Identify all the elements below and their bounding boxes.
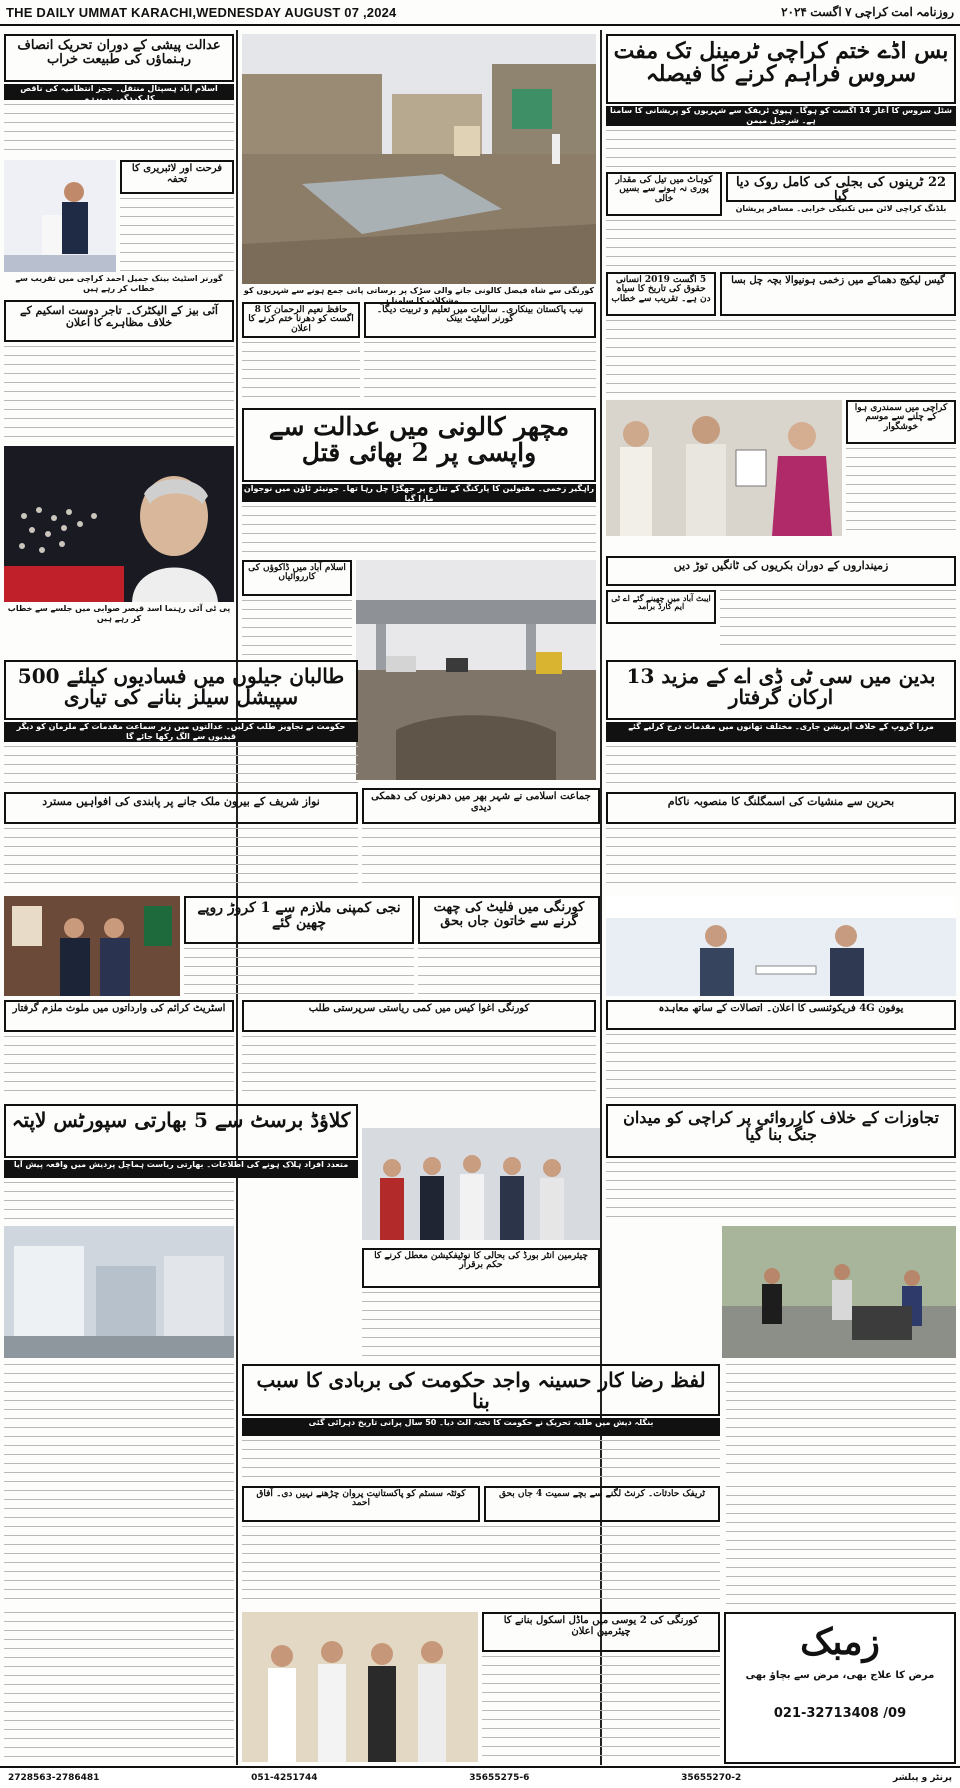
headline-trains: 22 ٹرینوں کی بجلی کی کامل روک دیا گیا [735,175,947,204]
headline-mobile: یوفون 4G فریکوئنسی کا اعلان۔ اتصالات کے ساتھ معاہدہ [658,1003,904,1014]
photo-school-visit [242,1612,478,1762]
article-text [4,828,358,890]
subhead-cloud: متعدد افراد ہلاک ہونے کی اطلاعات۔ بھارتی ریاست ہماچل پردیش میں واقعہ پیش آیا [13,1160,349,1169]
headline-atm: ایبٹ آباد میں چھینے گئے اے ٹی ایم کارڈ برآمد [611,593,711,612]
photo-flooded-road [242,34,596,284]
headline-box-jails [4,660,358,720]
article-text [4,104,234,158]
photo-flyover [356,560,596,780]
headline-company: نجی کمپنی ملازم سے 1 کروڑ روپے چھین گئے [197,900,401,931]
headline-korangi-case: کورنگی اغوا کیس میں کمی ریاستی سرپرستی طلب [308,1003,530,1014]
headline-cloud: کلاؤڈ برسٹ سے 5 بھارتی سپورٹس لاپتہ [11,1108,351,1132]
headline-box-mobile [606,1000,956,1030]
photo-bangladesh-protest [722,1226,956,1358]
article-text [4,1364,234,1604]
masthead-urdu: روزنامہ امت کراچی ۷ اگست ۲۰۲۴ [781,5,954,19]
headline-box-company [184,896,414,944]
article-text [606,746,956,786]
footer-phone-2: 35655275-6 [469,1773,530,1783]
ad-tagline: مرض کا علاج بھی، مرض سے بچاؤ بھی [745,1669,935,1681]
headline-box-islamabad [242,560,352,596]
caption-governor: گورنر اسٹیٹ بینک جمیل احمد کراچی میں تقریب سے خطاب کر رہے ہیں [15,274,223,293]
advertisement [724,1612,956,1764]
masthead-english: THE DAILY UMMAT KARACHI,WEDNESDAY AUGUST 07 ,2024 [6,4,397,20]
headline-box-atm [606,590,716,624]
headline-bahrain: بحرین سے منشیات کی اسمگلنگ کا منصوبہ ناکام [667,795,895,808]
headline-box-ke [4,300,234,342]
photo-mobile-signing [606,896,956,996]
headline-farhat: فرحت اور لائبریری کا تحفہ [131,163,223,185]
footer-phone-left: 2728563-2786481 [8,1773,100,1783]
subhead-bar-machar [242,484,596,502]
headline-traffic: ٹریفک حادثات۔ کرنٹ لگنے سے بچے سمیت 4 جاں بحق [498,1489,706,1499]
headline-box-bahrain [606,792,956,824]
article-text [4,1036,234,1098]
article-text [362,828,600,890]
headline-sehwan: بدین میں سی ٹی ڈی اے کے مزید 13 ارکان گرفتار [626,664,936,709]
ad-brand: زمبک [800,1621,880,1663]
article-text [418,948,600,996]
headline-box-lafz [242,1364,720,1416]
headline-hafiz: حافظ نعیم الرحمان کا 8 اگست کو دھرنا ختم کرنے کا اعلان [248,305,354,334]
headline-nab: نیب پاکستان بینکاری۔ سالیات میں تعلیم و تربیت دیگا۔ گورنر اسٹیٹ بینک [376,305,584,325]
subhead-sehwan: مرزا گروپ کے خلاف آپریشن جاری۔ مختلف تھانوں میں مقدمات درج کرلیے گئے [628,722,934,731]
article-text [606,220,956,270]
headline-box-chairman [362,1248,600,1288]
headline-box-dharna [362,788,600,824]
subhead-bar-court [4,84,234,103]
headline-machar: مچھر کالونی میں عدالت سے واپسی پر 2 بھائی قتل [268,412,570,468]
masthead [0,0,960,26]
headline-lafz: لفظ رضا کار حسینہ واجد حکومت کی بربادی کا سبب بنا [256,1368,706,1413]
article-text [242,506,596,556]
headline-dharna: جماعت اسلامی نے شہر بھر میں دھرنوں کی دھمکی دیدی [371,791,591,813]
headline-box-street [4,1000,234,1032]
headline-box-korangi-flat [418,896,600,944]
headline-box-trains [726,172,956,202]
article-text [4,346,234,442]
caption-road: کورنگی سے شاہ فیصل کالونی جانے والی سڑک پر برساتی پانی جمع ہونے سے شہریوں کو مشکلات کا سامنا ہے [243,286,595,305]
subhead-bar-bus [606,106,956,126]
headline-box-bus [606,34,956,104]
subhead-trains: بلڈنگ کراچی لائن میں تکنیکی خرابی۔ مسافر پریشان [735,204,947,213]
subhead-machar: راہگیر زخمی۔ مقتولین کا پارکنگ کے تنازع پر جھگڑا چل رہا تھا۔ جونیئر ٹاؤن میں نوجوان مارا گیا [243,484,595,503]
article-text [606,130,956,170]
subhead-jails: حکومت نے تجاویز طلب کرلیں۔ عدالتوں میں زیر سماعت مقدمات کے ملزمان کو دیگر قیدیوں سے الگ رکھا جائے گا [16,722,346,741]
footer-phone-1: 051-4251744 [251,1773,318,1783]
article-text [364,342,596,404]
headline-transit: تجاوزات کے خلاف کارروائی پر کراچی کو میدان جنگ بنا گیا [623,1108,939,1144]
article-text [4,1612,234,1762]
headline-islamabad: اسلام آباد میں ڈاکوؤں کی کارروائیاں [248,563,346,583]
caption-pti: پی ٹی آئی رہنما اسد قیصر صوابی میں جلسے سے خطاب کر رہے ہیں [7,604,231,623]
subhead-bar-jails [4,722,358,742]
headline-box-nab [364,302,596,338]
headline-sea: کراچی میں سمندری ہوا کے چلنے سے موسم خوشگوار [854,403,948,432]
article-text [242,1440,720,1480]
headline-box-transit [606,1104,956,1158]
subhead-bus: شٹل سروس کا آغاز 14 اگست کو ہوگا۔ ہیوی ٹریفک سے شہریوں کو پریشانی کا سامنا ہے۔ شرجیل میمن [609,106,953,125]
headline-box-hafiz [242,302,360,338]
headline-chairman: چیئرمین انٹر بورڈ کی بحالی کا نوٹیفکیشن معطل کرنے کا حکم برقرار [374,1251,588,1271]
article-text [242,1526,720,1606]
headline-court: عدالت پیشی کے دوران تحریک انصاف رہنماؤں کی طبیعت خراب [17,38,221,67]
article-text [242,1036,596,1098]
headline-box-gas [720,272,956,316]
headline-box-cloud [4,1104,358,1158]
headline-box-korangi-case [242,1000,596,1032]
headline-cattle: زمینداروں کے دوران بکریوں کی ٹانگیں توڑ دیں [673,559,889,572]
article-text [482,1656,720,1762]
headline-box-cattle [606,556,956,586]
subhead-bar-lafz [242,1418,720,1436]
headline-street: اسٹریٹ کرائم کی وارداتوں میں ملوث ملزم گرفتار [12,1003,226,1014]
headline-nawaz: نواز شریف کے بیرون ملک جانے پر پابندی کی افواہیں مسترد [42,795,320,808]
subhead-bar-cloud [4,1160,358,1178]
headline-hr: 5 اگست 2019 انسانی حقوق کی تاریخ کا سیاہ دن ہے۔ تقریب سے خطاب [611,275,711,304]
subhead-court: اسلام آباد ہسپتال منتقل۔ ججز انتظامیہ کی ناقص کارکردگی پر برہم [20,84,218,103]
headline-box-sea [846,400,956,444]
article-text [726,1364,956,1480]
headline-school: کورنگی کی 2 یوسی میں ماڈل اسکول بنانے کا چیئرمین اعلان [503,1615,699,1637]
article-text [242,342,360,404]
headline-box-farhat [120,160,234,194]
article-text [362,1292,600,1358]
photo-award-ceremony [606,400,842,536]
headline-bus: بس اڈے ختم کراچی ٹرمینل تک مفت سروس فراہم کرنے کا فیصلہ [613,38,949,88]
footer-phone-3: 35655270-2 [681,1773,742,1783]
article-text [726,1486,956,1606]
article-text [606,1034,956,1098]
article-text [242,600,352,656]
headline-box-sehwan [606,660,956,720]
headline-box-hr [606,272,716,316]
article-text [4,746,358,786]
photo-factory [4,1226,234,1358]
headline-korangi-flat: کورنگی میں فلیٹ کی چھت گرنے سے خاتون جاں بحق [433,900,585,929]
subhead-lafz: بنگلہ دیش میں طلبہ تحریک نے حکومت کا تختہ الٹ دیا۔ 50 سال پرانی تاریخ دہرائی گئی [308,1418,654,1427]
photo-pti-rally [4,446,234,602]
headline-box-kohat [606,172,722,216]
headline-box-court [4,34,234,82]
subhead-bar-sehwan [606,722,956,742]
article-text [846,448,956,536]
footer [0,1766,960,1788]
headline-box-traffic [484,1486,720,1522]
article-text [120,198,234,272]
headline-jails: طالبان جیلوں میں فسادیوں کیلئے 500 سپیشل سیلز بنانے کی تیاری [17,664,345,709]
headline-kohat: کوہاٹ میں تیل کی مقدار پوری نہ ہونے سے بسیں خالی [615,175,713,204]
photo-governor [4,160,116,272]
ad-phone: 021-32713408 /09 [773,1706,907,1722]
headline-box-school [482,1612,720,1652]
headline-ke: آئی بیز کے الیکٹرک۔ تاجر دوست اسکیم کے خلاف مظاہرے کا اعلان [20,304,218,329]
headline-quetta: کوئٹہ سسٹم کو پاکستانیت پروان چڑھنے نہیں دی۔ آفاق احمد [256,1489,466,1509]
article-text [606,828,956,890]
headline-box-quetta [242,1486,480,1522]
article-text [606,320,956,396]
headline-gas: گیس لیکیج دھماکے میں زخمی ہونیوالا بچہ چل بسا [731,275,945,286]
footer-imprint: پرنٹر و پبلشر [892,1773,952,1783]
article-text [606,1162,956,1222]
article-text [4,1182,234,1222]
article-text [184,948,414,996]
photo-group-meeting [362,1128,600,1240]
article-text [720,590,956,652]
headline-box-nawaz [4,792,358,824]
headline-box-machar [242,408,596,482]
photo-officials [4,896,180,996]
